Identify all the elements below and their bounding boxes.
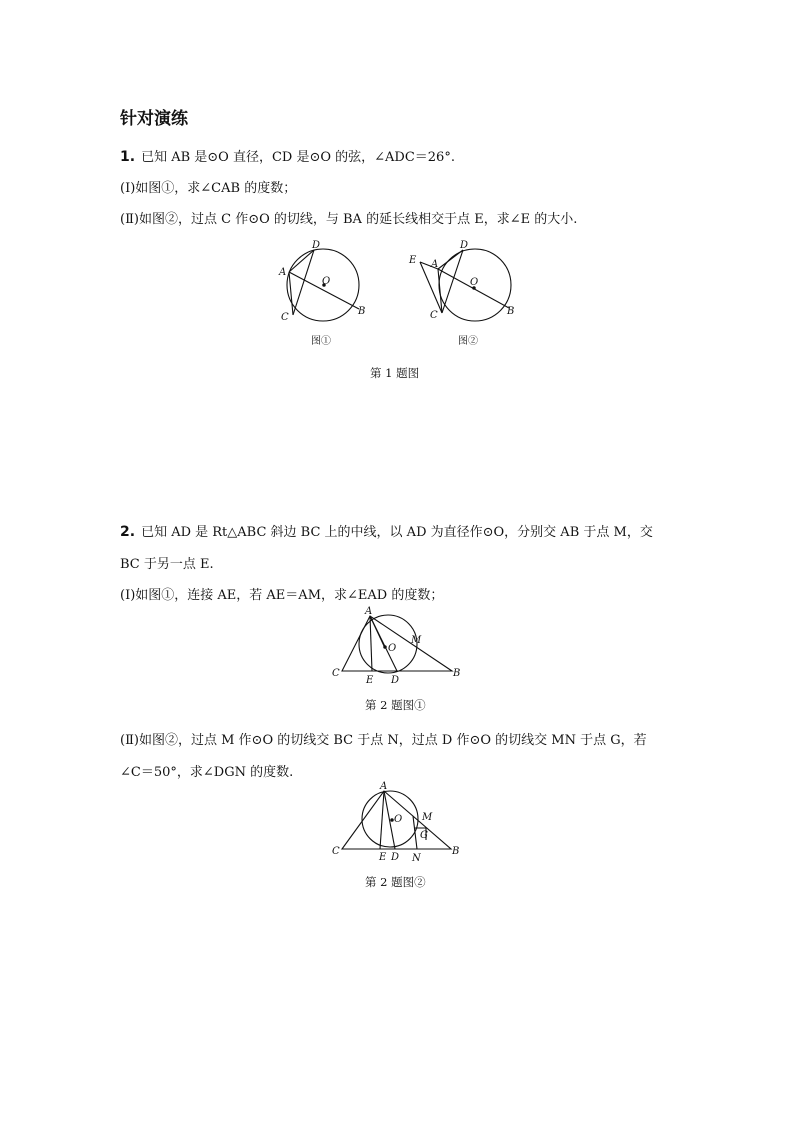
q2f2-label-M: M [422, 812, 433, 823]
q2-part2-line2: ∠C＝50°，求∠DGN 的度数. [120, 765, 294, 780]
q1-number: 1. [120, 149, 136, 165]
q1-stem-text: 已知 AB 是⊙O 直径，CD 是⊙O 的弦，∠ADC＝26°. [141, 150, 455, 165]
q1f1-label-C: C [281, 312, 289, 323]
q2f2-label-C: C [332, 846, 340, 857]
q1f2-label-A: A [431, 259, 439, 270]
q2-stem-line1 [120, 521, 653, 540]
q1f1-label-D: D [312, 240, 321, 251]
q1-stem [120, 146, 455, 165]
q2f1-label-O: O [388, 643, 397, 654]
q1f1-label-B: B [358, 306, 366, 317]
q2-stem-line1-text: 已知 AD 是 Rt△ABC 斜边 BC 上的中线，以 AD 为直径作⊙O，分别交 AB 于点 M，交 [141, 525, 653, 540]
q2-part2-line1: (Ⅱ)如图②，过点 M 作⊙O 的切线交 BC 于点 N，过点 D 作⊙O 的切线交 MN 于点 G，若 [120, 733, 647, 748]
q2-part1: (Ⅰ)如图①，连接 AE，若 AE＝AM，求∠EAD 的度数； [120, 588, 444, 603]
q2f1-label-B: B [453, 668, 461, 679]
q2f2-label-G: G [420, 830, 428, 841]
q1f2-label-O: O [470, 277, 479, 288]
q2f2-label-D: D [391, 852, 400, 863]
q1f2-label-D: D [460, 240, 469, 251]
q1-figure-1 [278, 240, 365, 347]
q2f2-label-B: B [452, 846, 460, 857]
q2-number: 2. [120, 524, 136, 540]
q1f2-label-B: B [507, 306, 515, 317]
q2-caption2: 第 2 题图② [365, 875, 426, 889]
q1f1-label-O: O [322, 276, 331, 287]
q2f2-label-E: E [379, 852, 387, 863]
q2f2-label-O: O [394, 814, 403, 825]
q2f1-label-D: D [391, 675, 400, 686]
q1-part1: (Ⅰ)如图①，求∠CAB 的度数； [120, 181, 297, 196]
q1-fig1-label: 图① [311, 336, 331, 347]
q2f2-label-A: A [380, 781, 388, 792]
q2f1-label-C: C [332, 668, 340, 679]
q2f1-label-M: M [411, 635, 422, 646]
q2-caption1: 第 2 题图① [365, 698, 426, 712]
q2f1-label-E: E [366, 675, 374, 686]
q2-stem-line2: BC 于另一点 E. [120, 557, 214, 572]
q2-figure-2 [328, 780, 468, 865]
q1-figures [270, 232, 530, 352]
q1-fig2-label: 图② [458, 336, 478, 347]
q2f1-label-A: A [365, 606, 373, 617]
q1-part2: (Ⅱ)如图②，过点 C 作⊙O 的切线，与 BA 的延长线相交于点 E，求∠E 的大小. [120, 212, 578, 227]
q1f2-label-C: C [430, 310, 438, 321]
q1f2-label-E: E [409, 255, 417, 266]
q2-figure-1 [328, 606, 468, 686]
q1-figure-2 [408, 240, 514, 347]
q1-caption: 第 1 题图 [370, 366, 420, 380]
section-heading: 针对演练 [120, 109, 188, 129]
q2f2-label-N: N [412, 853, 421, 864]
q1f1-label-A: A [279, 267, 287, 278]
